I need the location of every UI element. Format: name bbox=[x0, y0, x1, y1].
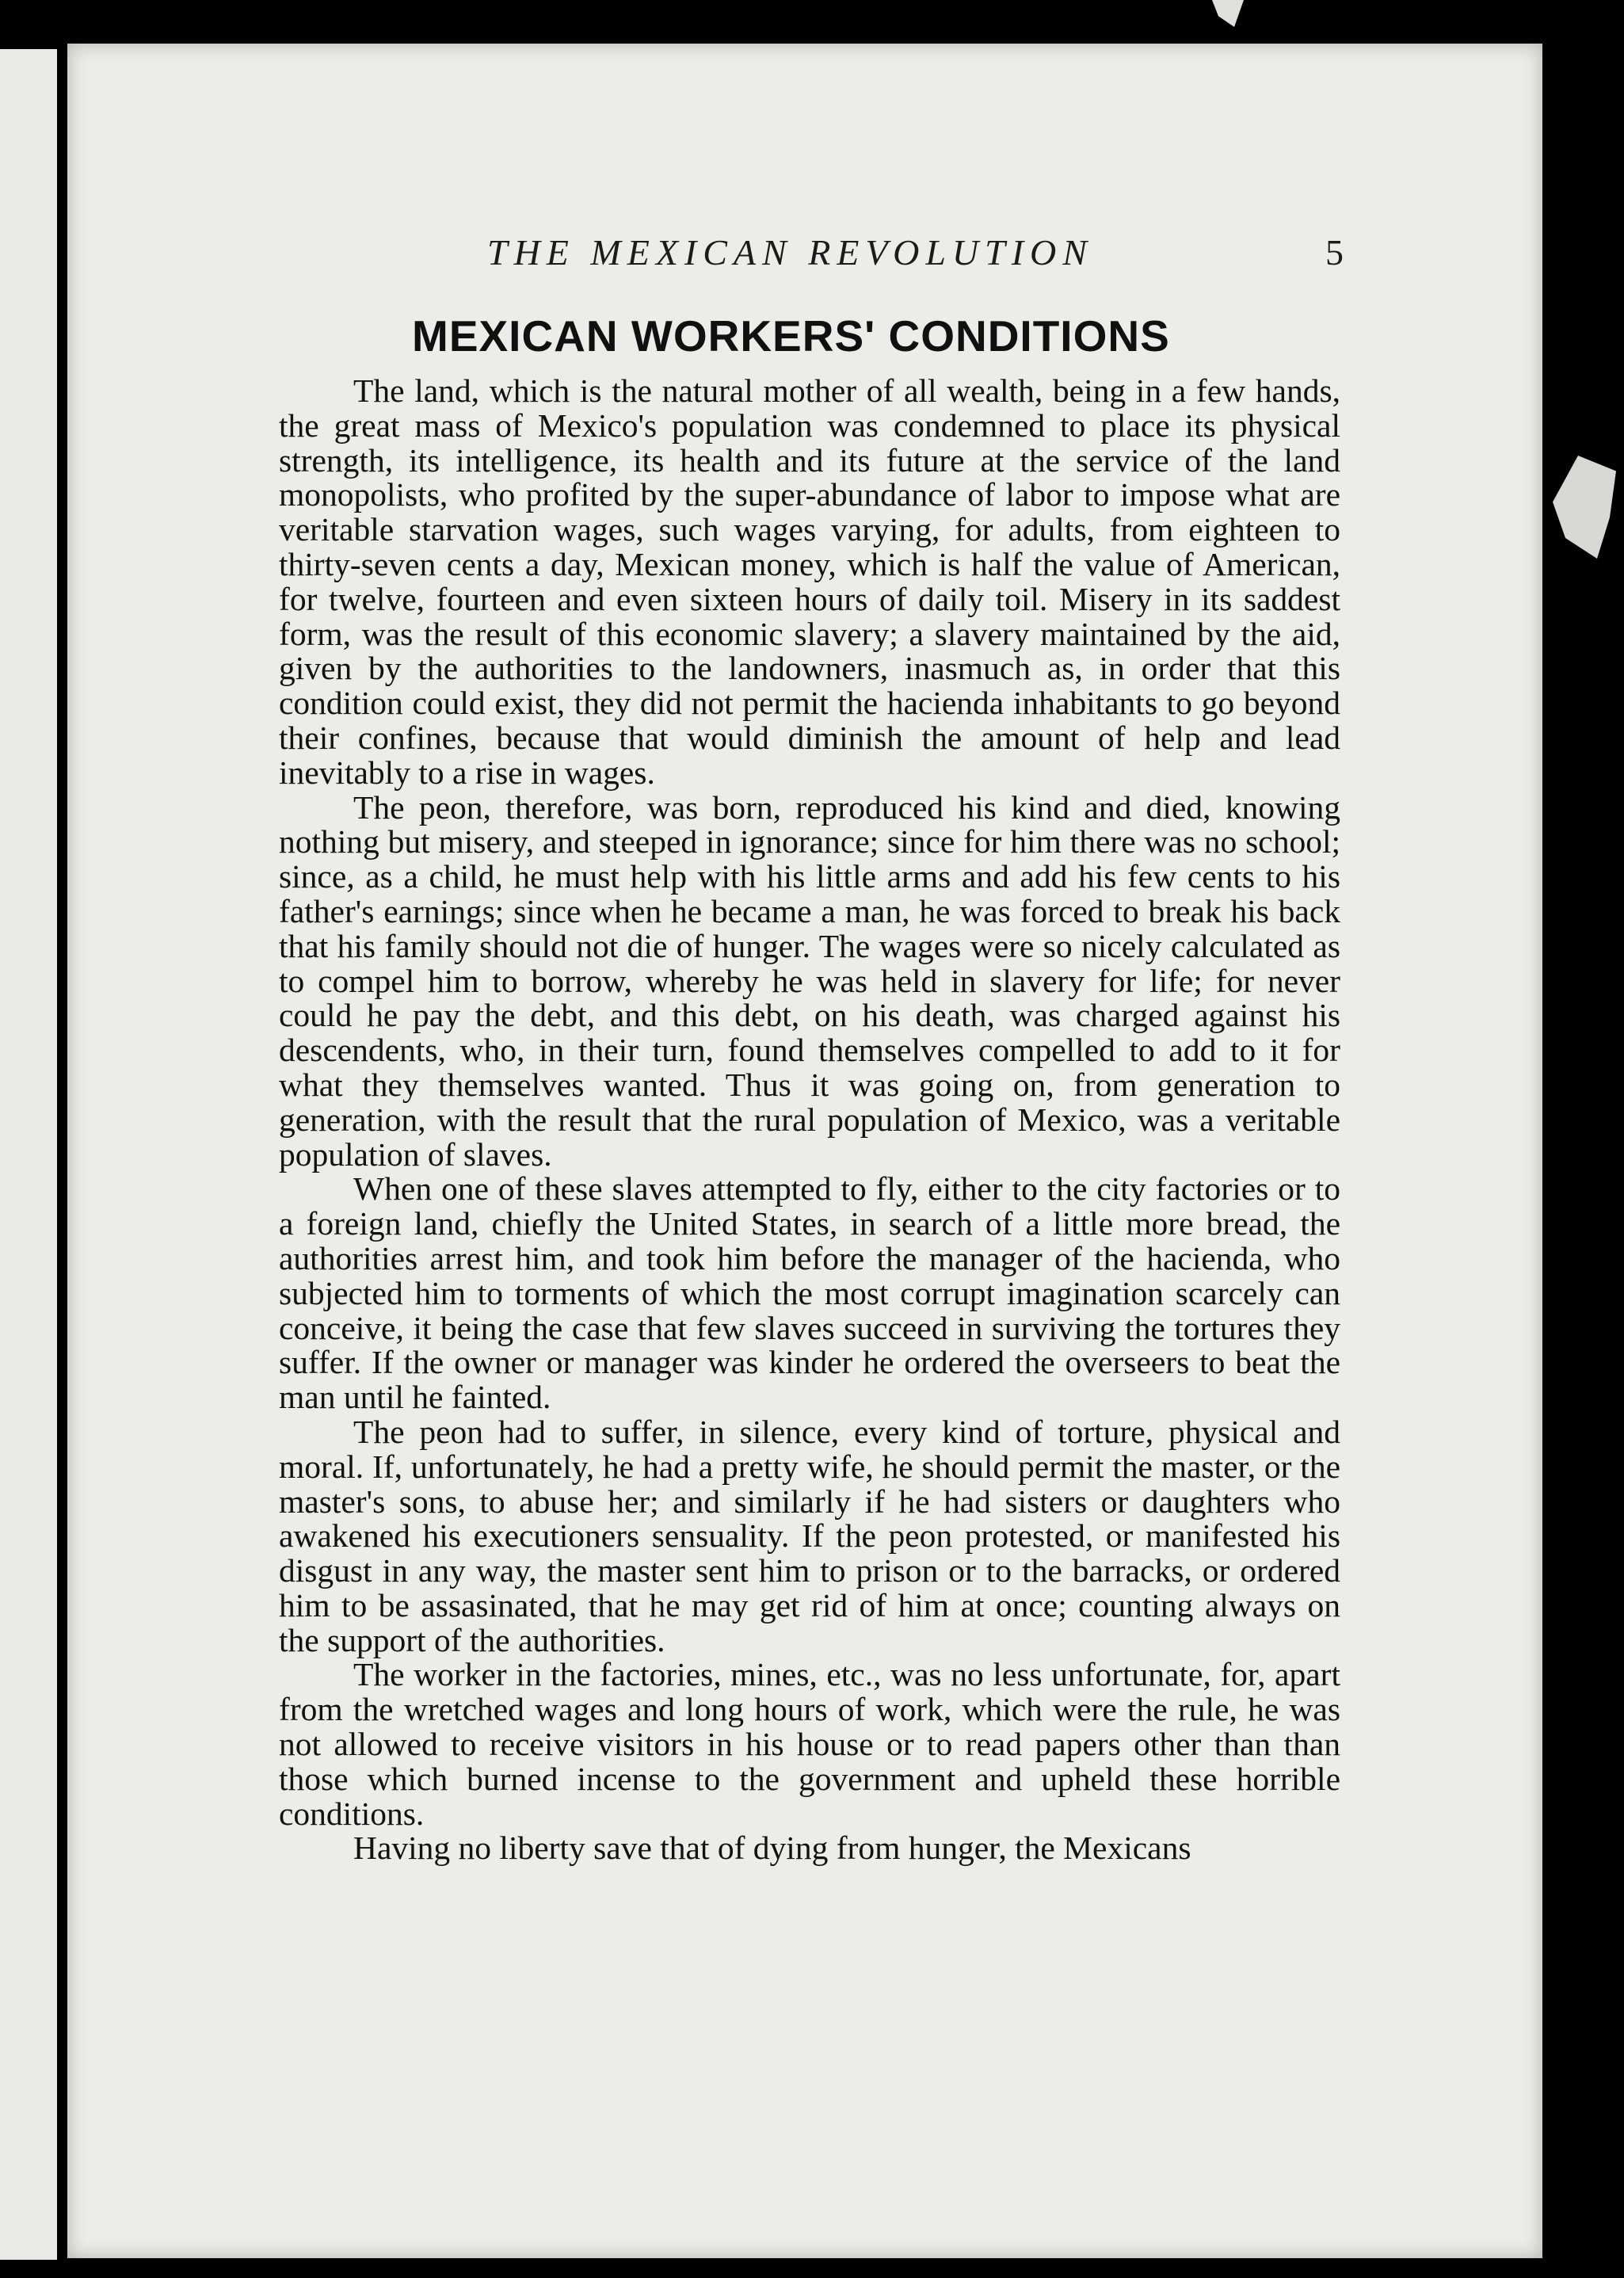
paragraph: The worker in the factories, mines, etc., was no less unfortunate, for, apart from the wretched wages and long hours of work, which were the rule, he was not allowed to receive visitors in his house or to read papers other than than those which burned incense to the government and upheld these horrible conditions. bbox=[279, 1656, 1340, 1832]
page-title: MEXICAN WORKERS' CONDITIONS bbox=[412, 311, 1170, 361]
article-body bbox=[279, 374, 1340, 1866]
running-head: THE MEXICAN REVOLUTION bbox=[487, 232, 1093, 273]
paragraph: The peon, therefore, was born, reproduced his kind and died, knowing nothing but misery, and steeped in ignorance; since for him there was no school; since, as a child, he must help with his little arms and add his few cents to his father's earnings; since when he became a man, he was forced to break his back that his family should not die of hunger. The wages were so nicely calculated as to compel him to borrow, whereby he was held in slavery for life; for never could he pay the debt, and this debt, on his death, was charged against his descendents, who, in their turn, found themselves compelled to add to it for what they themselves wanted. Thus it was going on, from generation to generation, with the result that the rural population of Mexico, was a veritable population of slaves. bbox=[279, 788, 1340, 1173]
paragraph: The land, which is the natural mother of all wealth, being in a few hands, the great mass of Mexico's population was condemned to place its physical strength, its intelligence, its health and its future at the service of the land monopolists, who profited by the super-abundance of labor to impose what are veritable starvation wages, such wages varying, for adults, from eighteen to thirty-seven cents a day, Mexican money, which is half the value of American, for twelve, fourteen and even sixteen hours of daily toil. Misery in its saddest form, was the result of this economic slavery; a slavery maintained by the aid, given by the authorities to the landowners, inasmuch as, in order that this condition could exist, they did not permit the hacienda inhabitants to go beyond their confines, because that would diminish the amount of help and lead inevitably to a rise in wages. bbox=[279, 372, 1340, 791]
paper-scrap bbox=[1553, 456, 1616, 559]
adjacent-page-edge bbox=[0, 49, 57, 2260]
paragraph: The peon had to suffer, in silence, every kind of torture, physical and moral. If, unfortunately, he had a pretty wife, he should permit the master, or the master's sons, to abuse her; and similarly if he had sisters or daughters who awakened his executioners sensuality. If the peon protested, or manifested his disgust in any way, the master sent him to prison or to the barracks, or ordered him to be assasinated, that he may get rid of him at once; counting always on the support of the authorities. bbox=[279, 1413, 1340, 1658]
paragraph: Having no liberty save that of dying from hunger, the Mexicans bbox=[353, 1830, 1191, 1867]
scan-debris bbox=[1212, 0, 1244, 27]
page-number: 5 bbox=[1325, 232, 1344, 273]
paragraph: When one of these slaves attempted to fly, either to the city factories or to a foreign land, chiefly the United States, in search of a little more bread, the authorities arrest him, and took him before the manager of the hacienda, who subjected him to torments of which the most corrupt imagination scarcely can conceive, it being the case that few slaves succeed in surviving the tortures they suffer. If the owner or manager was kinder he ordered the overseers to beat the man until he fainted. bbox=[279, 1170, 1340, 1416]
